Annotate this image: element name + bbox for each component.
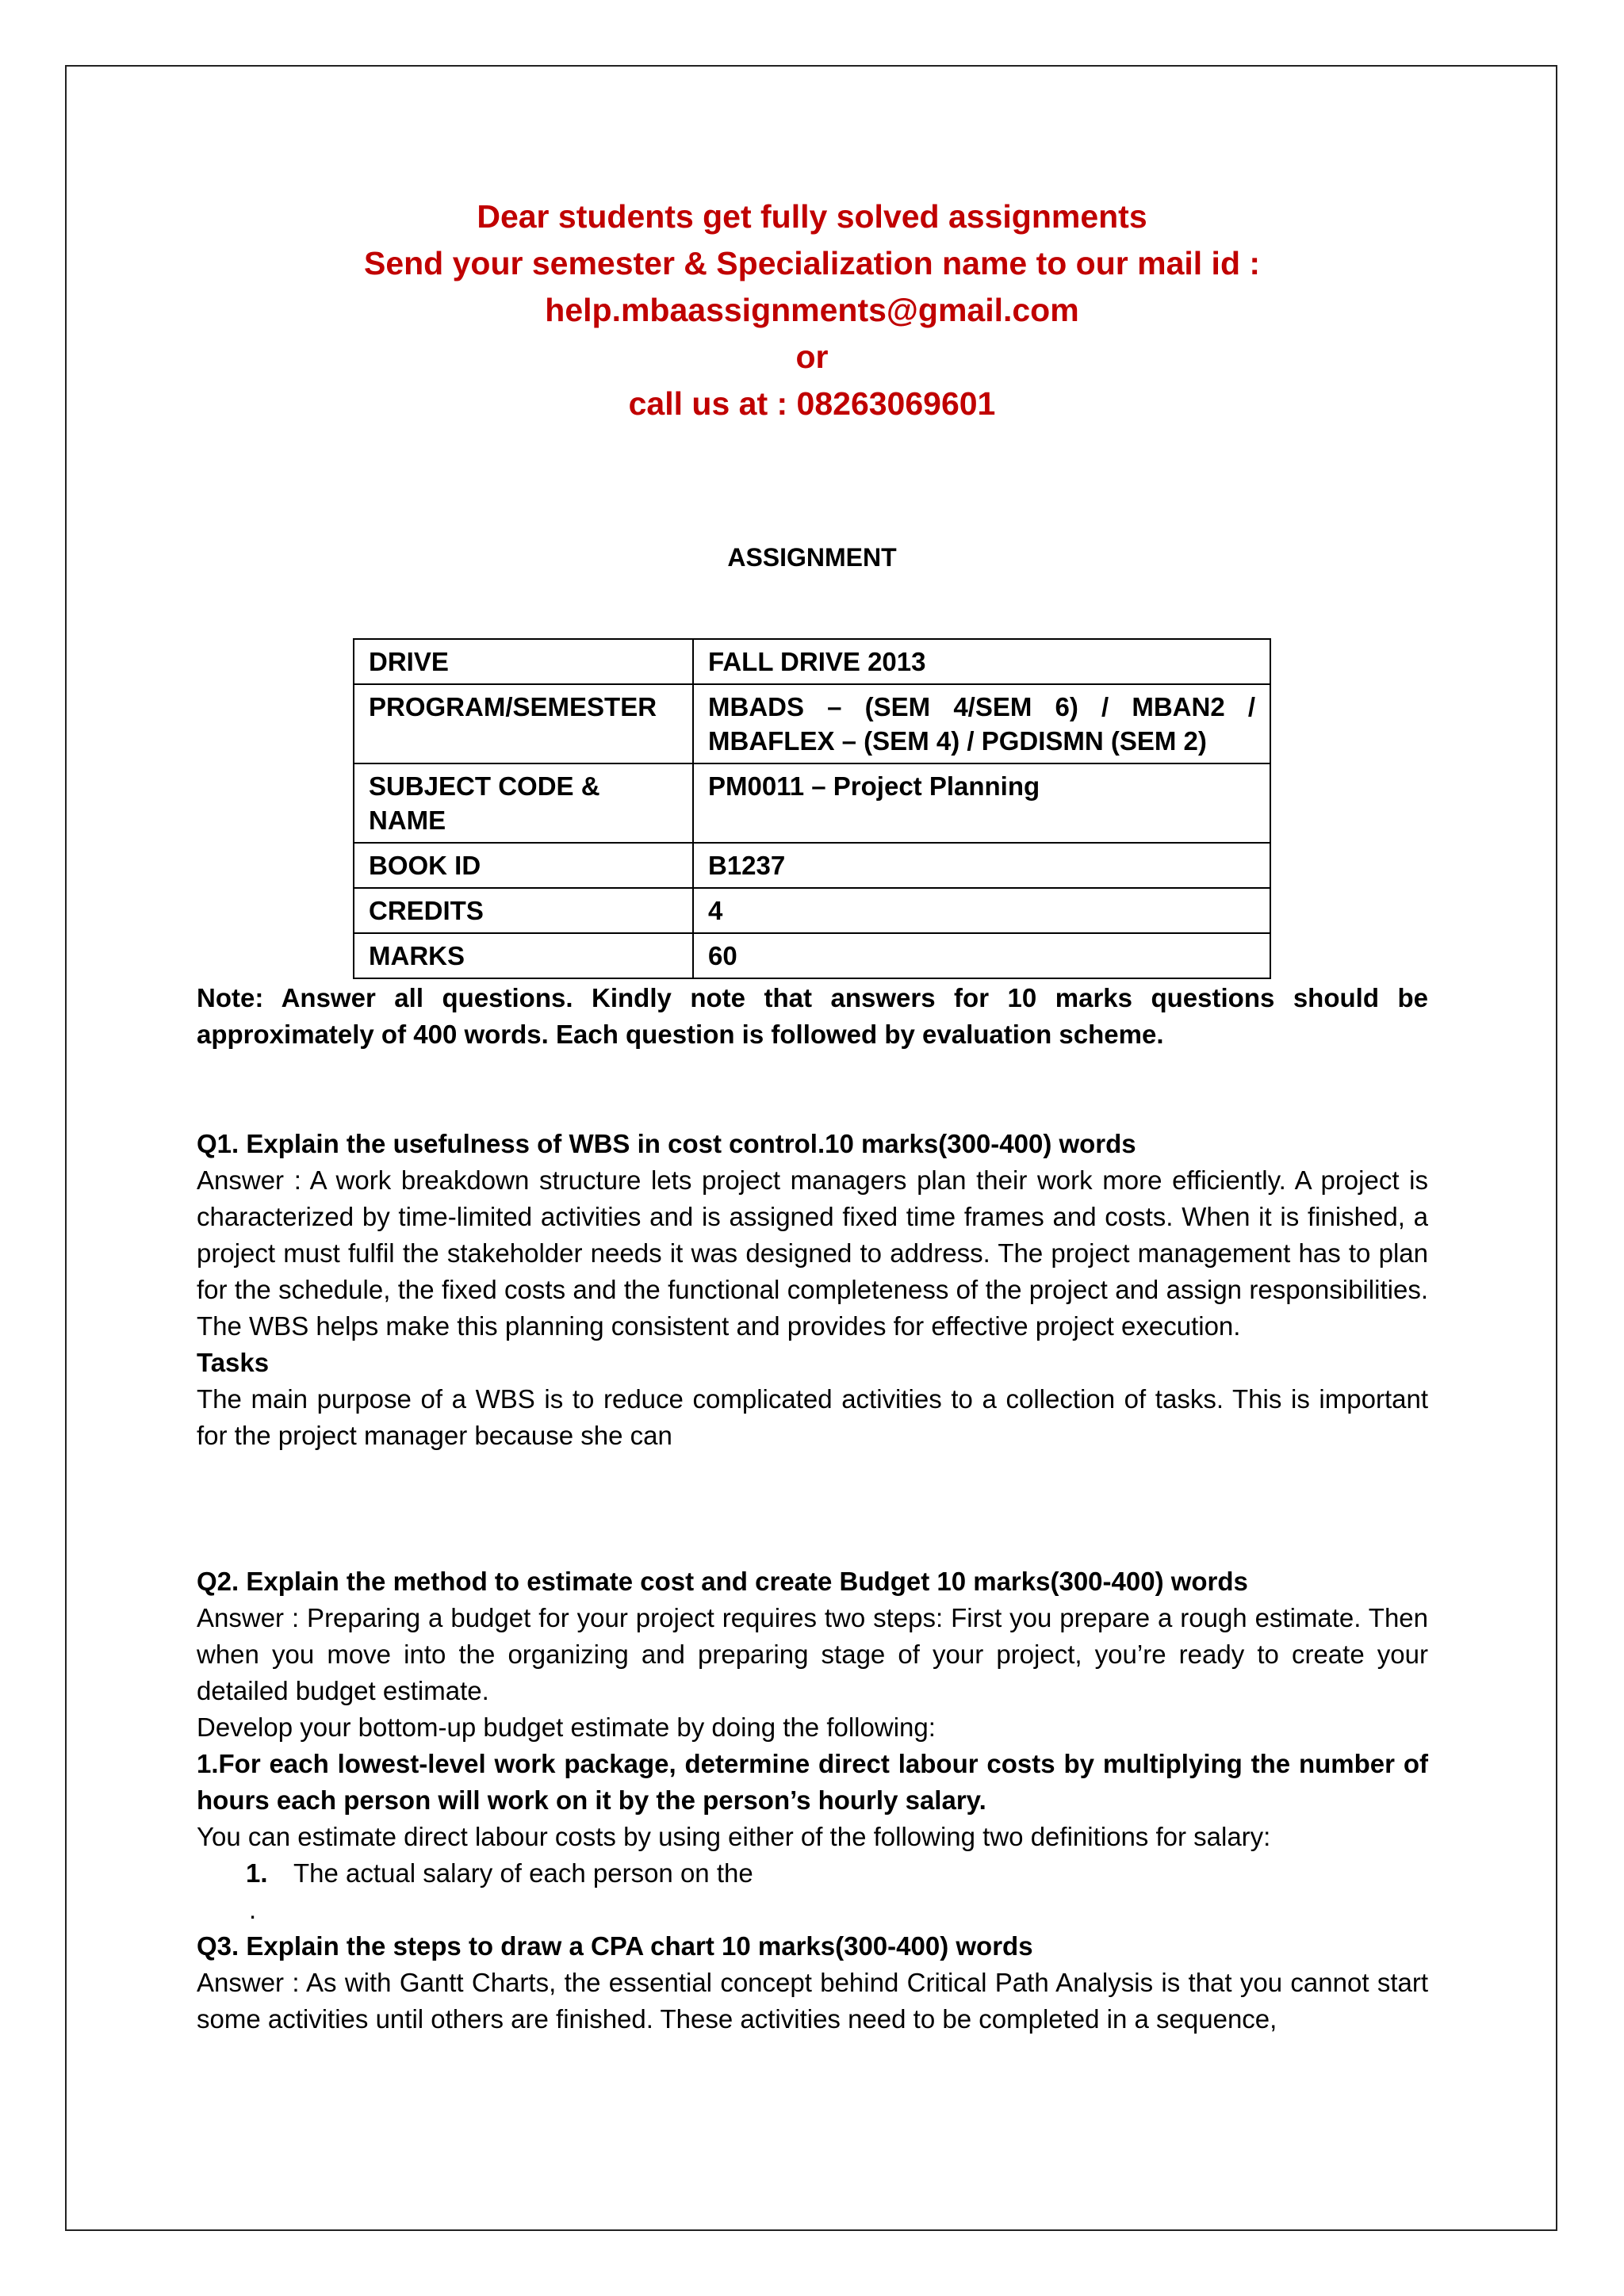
table-value: B1237 xyxy=(693,843,1270,888)
promo-phone: call us at : 08263069601 xyxy=(628,385,996,422)
q2-answer: Answer : Preparing a budget for your project requires two steps: First you prepare a rough estimate. Then when you move into the organizing and preparing stage of your project, you’re ready to create your detailed budget estimate. xyxy=(197,1603,1428,1705)
assignment-heading: ASSIGNMENT xyxy=(727,543,897,572)
list-text: The actual salary of each person on the xyxy=(293,1858,753,1888)
table-value: PM0011 – Project Planning xyxy=(693,763,1270,843)
q1-question: Q1. Explain the usefulness of WBS in cost control.10 marks(300-400) words xyxy=(197,1129,1136,1158)
table-key: DRIVE xyxy=(354,639,693,684)
table-value: MBADS – (SEM 4/SEM 6) / MBAN2 / MBAFLEX – (SEM 4) / PGDISMN (SEM 2) xyxy=(693,684,1270,763)
assignment-info-table xyxy=(353,638,1271,979)
document-body xyxy=(197,980,1428,2038)
q3-answer: Answer : As with Gantt Charts, the essential concept behind Critical Path Analysis is that you cannot start some activities until others are finished. These activities need to be completed in a sequence, xyxy=(197,1968,1428,2034)
q1-subheading: Tasks xyxy=(197,1348,270,1377)
note-text: Note: Answer all questions. Kindly note that answers for 10 marks questions should be approximately of 400 words. Each question is followed by evaluation scheme. xyxy=(197,983,1428,1049)
table-key: PROGRAM/SEMESTER xyxy=(354,684,693,763)
table-row xyxy=(354,684,1270,763)
table-key: SUBJECT CODE & NAME xyxy=(354,763,693,843)
table-row xyxy=(354,843,1270,888)
table-value: 60 xyxy=(693,933,1270,978)
promo-email: help.mbaassignments@gmail.com xyxy=(545,292,1079,328)
q2-question: Q2. Explain the method to estimate cost and create Budget 10 marks(300-400) words xyxy=(197,1567,1248,1596)
table-row xyxy=(354,763,1270,843)
table-row xyxy=(354,933,1270,978)
q2-develop: Develop your bottom-up budget estimate by doing the following: xyxy=(197,1712,936,1742)
table-value: 4 xyxy=(693,888,1270,933)
q2-step-1: 1.For each lowest-level work package, determine direct labour costs by multiplying the number of hours each person will work on it by the person’s hourly salary. xyxy=(197,1749,1428,1815)
q2-list-item xyxy=(197,1855,1428,1892)
q2-dot: . xyxy=(249,1895,257,1924)
promo-line-2: Send your semester & Specialization name to our mail id : xyxy=(363,245,1261,281)
table-value: FALL DRIVE 2013 xyxy=(693,639,1270,684)
promo-line-1: Dear students get fully solved assignments xyxy=(477,198,1147,235)
table-key: BOOK ID xyxy=(354,843,693,888)
q3-question: Q3. Explain the steps to draw a CPA chart 10 marks(300-400) words xyxy=(197,1931,1033,1961)
promo-banner xyxy=(0,193,1624,427)
q1-answer: Answer : A work breakdown structure lets project managers plan their work more efficiently. A project is characterized by time-limited activities and is assigned fixed time frames and costs. When it is finished, a project must fulfil the stakeholder needs it was designed to address. The project management has to plan for the schedule, the fixed costs and the functional completeness of the project and assign responsibilities. The WBS helps make this planning consistent and provides for effective project execution. xyxy=(197,1165,1428,1341)
table-row xyxy=(354,639,1270,684)
list-number: 1. xyxy=(246,1858,268,1888)
promo-or: or xyxy=(795,339,829,375)
q2-estimate: You can estimate direct labour costs by using either of the following two definitions for salary: xyxy=(197,1822,1271,1851)
table-row xyxy=(354,888,1270,933)
table-key: CREDITS xyxy=(354,888,693,933)
q1-tasks-text: The main purpose of a WBS is to reduce complicated activities to a collection of tasks. This is important for the project manager because she can xyxy=(197,1384,1428,1450)
table-key: MARKS xyxy=(354,933,693,978)
